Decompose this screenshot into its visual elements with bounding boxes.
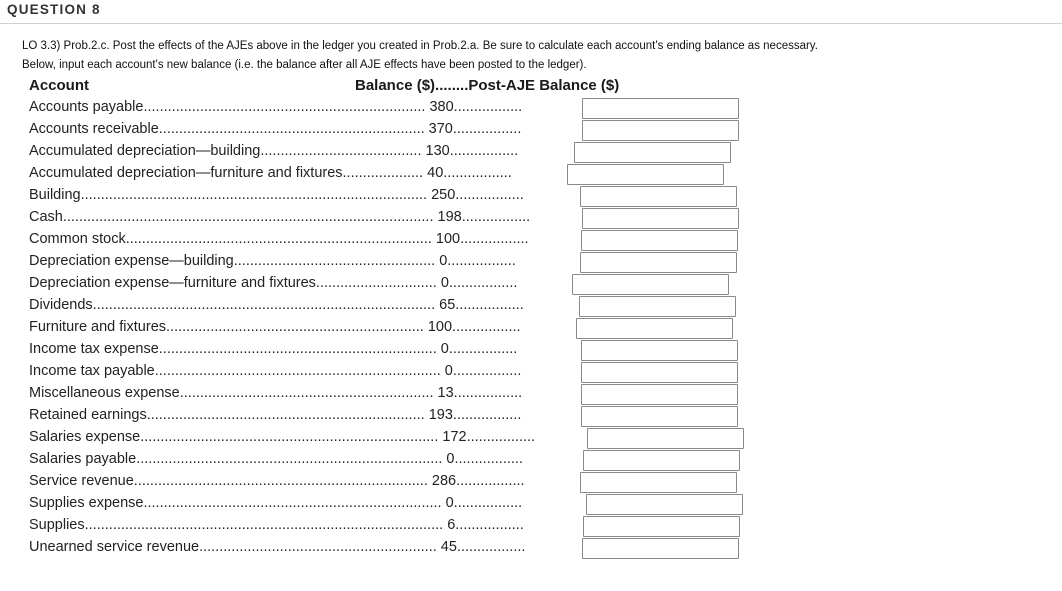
question-title: QUESTION 8: [7, 2, 101, 17]
answer-input-dep-expense-furniture[interactable]: [572, 274, 729, 295]
answer-input-furniture-fixtures[interactable]: [576, 318, 733, 339]
prompt-line-1: LO 3.3) Prob.2.c. Post the effects of the AJEs above in the ledger you created in Prob.2.a. Be sure to calculate each account’s ending balance as necessary.: [22, 40, 818, 52]
answer-input-supplies-expense[interactable]: [586, 494, 743, 515]
answer-input-accounts-receivable[interactable]: [582, 120, 739, 141]
row-text: Accumulated depreciation—building........................................ 130.................: [29, 143, 519, 159]
answer-input-accum-dep-furniture[interactable]: [567, 164, 724, 185]
row-text: Supplies......................................................................................... 6.................: [29, 517, 524, 533]
row-text: Dividends..................................................................................... 65.................: [29, 297, 524, 313]
row-text: Unearned service revenue........................................................... 45.................: [29, 539, 526, 555]
header-balance: Balance ($)........Post-AJE Balance ($): [355, 77, 620, 94]
question-prompt: [22, 37, 1022, 75]
row-text: Retained earnings..................................................................... 193.................: [29, 407, 522, 423]
row-text: Building...................................................................................... 250.................: [29, 187, 524, 203]
answer-input-retained-earnings[interactable]: [581, 406, 738, 427]
row-text: Depreciation expense—furniture and fixtures.............................. 0.................: [29, 275, 518, 291]
answer-input-dividends[interactable]: [579, 296, 736, 317]
answer-input-cash[interactable]: [582, 208, 739, 229]
answer-input-common-stock[interactable]: [581, 230, 738, 251]
row-text: Accumulated depreciation—furniture and fixtures.................... 40.................: [29, 165, 512, 181]
row-text: Accounts receivable.................................................................. 370.................: [29, 121, 522, 137]
answer-input-income-tax-expense[interactable]: [581, 340, 738, 361]
header-account: Account: [29, 77, 89, 94]
row-text: Salaries expense.......................................................................... 172.................: [29, 429, 536, 445]
answer-input-accum-dep-building[interactable]: [574, 142, 731, 163]
answer-input-accounts-payable[interactable]: [582, 98, 739, 119]
row-text: Accounts payable...................................................................... 380.................: [29, 99, 523, 115]
question-header: [0, 0, 1062, 24]
answer-input-income-tax-payable[interactable]: [581, 362, 738, 383]
answer-input-misc-expense[interactable]: [581, 384, 738, 405]
answer-input-building[interactable]: [580, 186, 737, 207]
answer-input-salaries-expense[interactable]: [587, 428, 744, 449]
row-text: Income tax expense..................................................................... 0.................: [29, 341, 518, 357]
answer-input-dep-expense-building[interactable]: [580, 252, 737, 273]
answer-input-salaries-payable[interactable]: [583, 450, 740, 471]
table-header: [29, 77, 729, 95]
answer-input-unearned-revenue[interactable]: [582, 538, 739, 559]
prompt-line-2: Below, input each account's new balance (i.e. the balance after all AJE effects have been posted to the ledger).: [22, 59, 587, 71]
row-text: Cash............................................................................................ 198.................: [29, 209, 531, 225]
row-text: Income tax payable....................................................................... 0.................: [29, 363, 522, 379]
row-text: Miscellaneous expense............................................................... 13.................: [29, 385, 523, 401]
answer-input-supplies[interactable]: [583, 516, 740, 537]
row-text: Service revenue......................................................................... 286.................: [29, 473, 525, 489]
row-text: Depreciation expense—building.................................................. 0.................: [29, 253, 516, 269]
row-text: Common stock............................................................................ 100.................: [29, 231, 529, 247]
answer-input-service-revenue[interactable]: [580, 472, 737, 493]
row-text: Supplies expense.......................................................................... 0.................: [29, 495, 523, 511]
row-text: Salaries payable............................................................................ 0.................: [29, 451, 523, 467]
row-text: Furniture and fixtures................................................................ 100.................: [29, 319, 521, 335]
